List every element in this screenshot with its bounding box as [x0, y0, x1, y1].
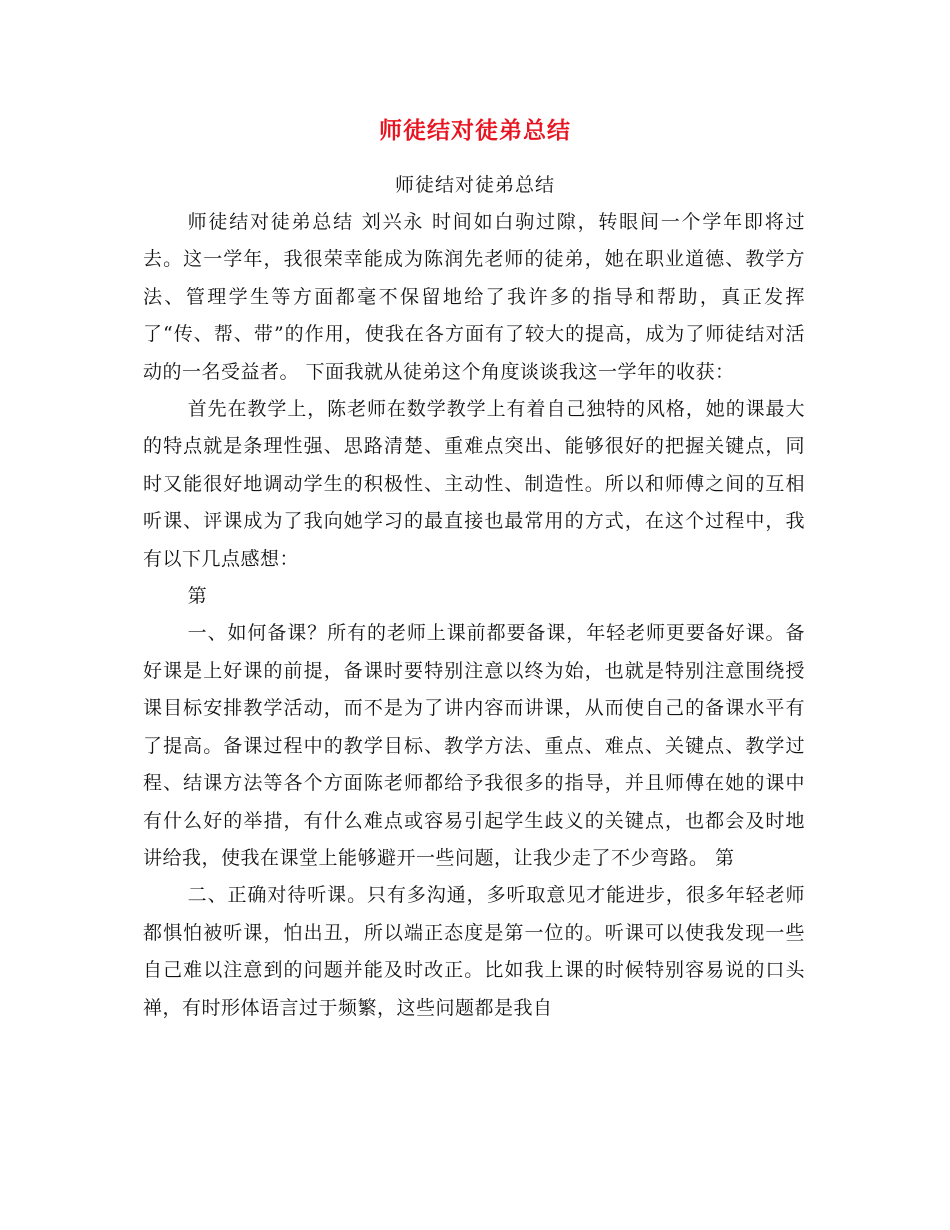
paragraph-intro: 师徒结对徒弟总结 刘兴永 时间如白驹过隙，转眼间一个学年即将过去。这一学年，我很荣幸能成为陈润先老师的徒弟，她在职业道德、教学方法、管理学生等方面都毫不保留地给了我许多的指导和帮助，真正发挥了“传、帮、带”的作用，使我在各方面有了较大的提高，成为了师徒结对活动的一名受益者。 下面我就从徒弟这个角度谈谈我这一学年的收获：: [143, 211, 805, 383]
paragraph-lesson-prep: 一、如何备课？所有的老师上课前都要备课，年轻老师更要备好课。备好课是上好课的前提，备课时要特别注意以终为始，也就是特别注意围绕授课目标安排教学活动，而不是为了讲内容而讲课，从而使自己的备课水平有了提高。备课过程中的教学目标、教学方法、重点、难点、关键点、教学过程、结课方法等各个方面陈老师都给予我很多的指导，并且师傅在她的课中有什么好的举措，有什么难点或容易引起学生歧义的关键点，也都会及时地讲给我，使我在课堂上能够避开一些问题，让我少走了不少弯路。 第: [143, 622, 805, 869]
paragraph-teaching: 首先在教学上，陈老师在数学教学上有着自己独特的风格，她的课最大的特点就是条理性强、思路清楚、重难点突出、能够很好的把握关键点，同时又能很好地调动学生的积极性、主动性、制造性。所以和师傅之间的互相听课、评课成为了我向她学习的最直接也最常用的方式，在这个过程中，我有以下几点感想：: [143, 398, 805, 570]
paragraph-di-1: 第: [187, 585, 208, 608]
document-body: [143, 204, 805, 1027]
document-title: 师徒结对徒弟总结: [379, 117, 571, 144]
paragraph-observation: 二、正确对待听课。只有多沟通，多听取意见才能进步，很多年轻老师都惧怕被听课，怕出丑，所以端正态度是第一位的。听课可以使我发现一些自己难以注意到的问题并能及时改正。比如我上课的时候特别容易说的口头禅，有时形体语言过于频繁，这些问题都是我自: [143, 884, 805, 1019]
document-subtitle: 师徒结对徒弟总结: [394, 174, 555, 196]
